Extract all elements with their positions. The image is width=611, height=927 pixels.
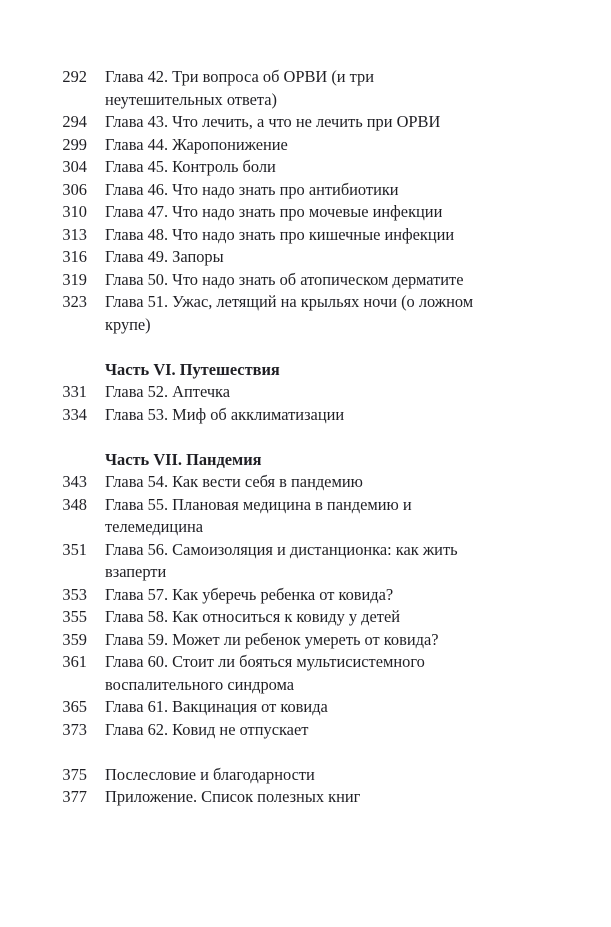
toc-entry[interactable] xyxy=(0,291,611,336)
toc-entry[interactable] xyxy=(0,629,611,652)
entry-title: Глава 52. Аптечка xyxy=(105,382,231,401)
entry-title: Послесловие и благодарности xyxy=(105,764,315,784)
toc-entry[interactable] xyxy=(0,696,611,719)
page-number: 365 xyxy=(62,697,87,716)
toc-entry[interactable] xyxy=(0,66,611,111)
toc-entry[interactable] xyxy=(0,111,611,134)
spacer xyxy=(0,741,611,764)
part-heading[interactable] xyxy=(0,359,611,382)
toc-entry[interactable] xyxy=(0,224,611,247)
page-number: 373 xyxy=(62,719,87,739)
page-number: 323 xyxy=(62,292,87,311)
entry-title: Глава 43. Что лечить, а что не лечить при ОРВИ xyxy=(105,112,441,131)
entry-title: Глава 49. Запоры xyxy=(105,247,224,266)
toc-entry[interactable] xyxy=(0,381,611,404)
entry-title: Глава 58. Как относиться к ковиду у детей xyxy=(105,607,400,626)
page-number: 334 xyxy=(62,404,87,424)
entry-title: Глава 55. Плановая медицина в пандемию и телемедицина xyxy=(105,494,412,536)
entry-title: Глава 44. Жаропонижение xyxy=(105,134,288,154)
entry-title: Глава 60. Стоит ли бояться мультисистемного воспалительного синдрома xyxy=(105,652,425,694)
page-number: 375 xyxy=(62,764,87,784)
page-number: 348 xyxy=(62,494,87,514)
entry-title: Глава 50. Что надо знать об атопическом дерматите xyxy=(105,269,464,289)
toc-entry[interactable] xyxy=(0,584,611,607)
entry-title: Глава 54. Как вести себя в пандемию xyxy=(105,472,363,491)
entry-title: Глава 53. Миф об акклиматизации xyxy=(105,404,345,424)
toc-entry[interactable] xyxy=(0,269,611,292)
part-heading[interactable] xyxy=(0,449,611,472)
toc-entry[interactable] xyxy=(0,764,611,787)
toc-entry[interactable] xyxy=(0,246,611,269)
page-number: 304 xyxy=(62,157,87,176)
page-number: 355 xyxy=(62,607,87,626)
page-number: 351 xyxy=(62,539,87,559)
page-number: 316 xyxy=(62,247,87,266)
entry-title: Глава 59. Может ли ребенок умереть от ковида? xyxy=(105,629,439,649)
part-title: Часть VII. Пандемия xyxy=(105,449,262,469)
entry-title: Глава 47. Что надо знать про мочевые инфекции xyxy=(105,202,443,221)
toc-entry[interactable] xyxy=(0,201,611,224)
toc-entry[interactable] xyxy=(0,786,611,809)
part-title: Часть VI. Путешествия xyxy=(105,359,280,379)
page-number: 331 xyxy=(62,382,87,401)
toc-entry[interactable] xyxy=(0,471,611,494)
toc-entry[interactable] xyxy=(0,539,611,584)
page-number: 361 xyxy=(62,652,87,671)
toc-entry[interactable] xyxy=(0,179,611,202)
toc-entry[interactable] xyxy=(0,494,611,539)
spacer xyxy=(0,426,611,449)
page-number: 299 xyxy=(62,134,87,154)
entry-title: Глава 48. Что надо знать про кишечные инфекции xyxy=(105,224,455,244)
toc-entry[interactable] xyxy=(0,606,611,629)
page-number: 310 xyxy=(62,202,87,221)
entry-title: Глава 51. Ужас, летящий на крыльях ночи (о ложном крупе) xyxy=(105,292,474,334)
entry-title: Глава 45. Контроль боли xyxy=(105,157,276,176)
entry-title: Глава 42. Три вопроса об ОРВИ (и три неутешительных ответа) xyxy=(105,67,374,109)
entry-title: Глава 62. Ковид не отпускает xyxy=(105,719,309,739)
page-number: 353 xyxy=(62,584,87,604)
page-number: 359 xyxy=(62,629,87,649)
page-number: 343 xyxy=(62,472,87,491)
entry-title: Приложение. Список полезных книг xyxy=(105,787,361,806)
toc-entry[interactable] xyxy=(0,719,611,742)
page-number: 306 xyxy=(62,179,87,199)
page-number: 313 xyxy=(62,224,87,244)
entry-title: Глава 46. Что надо знать про антибиотики xyxy=(105,179,399,199)
table-of-contents xyxy=(0,66,611,809)
toc-entry[interactable] xyxy=(0,651,611,696)
toc-entry[interactable] xyxy=(0,404,611,427)
toc-entry[interactable] xyxy=(0,134,611,157)
page-number: 292 xyxy=(62,67,87,86)
page-number: 377 xyxy=(62,787,87,806)
entry-title: Глава 57. Как уберечь ребенка от ковида? xyxy=(105,584,394,604)
toc-entry[interactable] xyxy=(0,156,611,179)
page-number: 319 xyxy=(62,269,87,289)
entry-title: Глава 61. Вакцинация от ковида xyxy=(105,697,328,716)
page-number: 294 xyxy=(62,112,87,131)
entry-title: Глава 56. Самоизоляция и дистанционка: как жить взаперти xyxy=(105,539,458,581)
spacer xyxy=(0,336,611,359)
